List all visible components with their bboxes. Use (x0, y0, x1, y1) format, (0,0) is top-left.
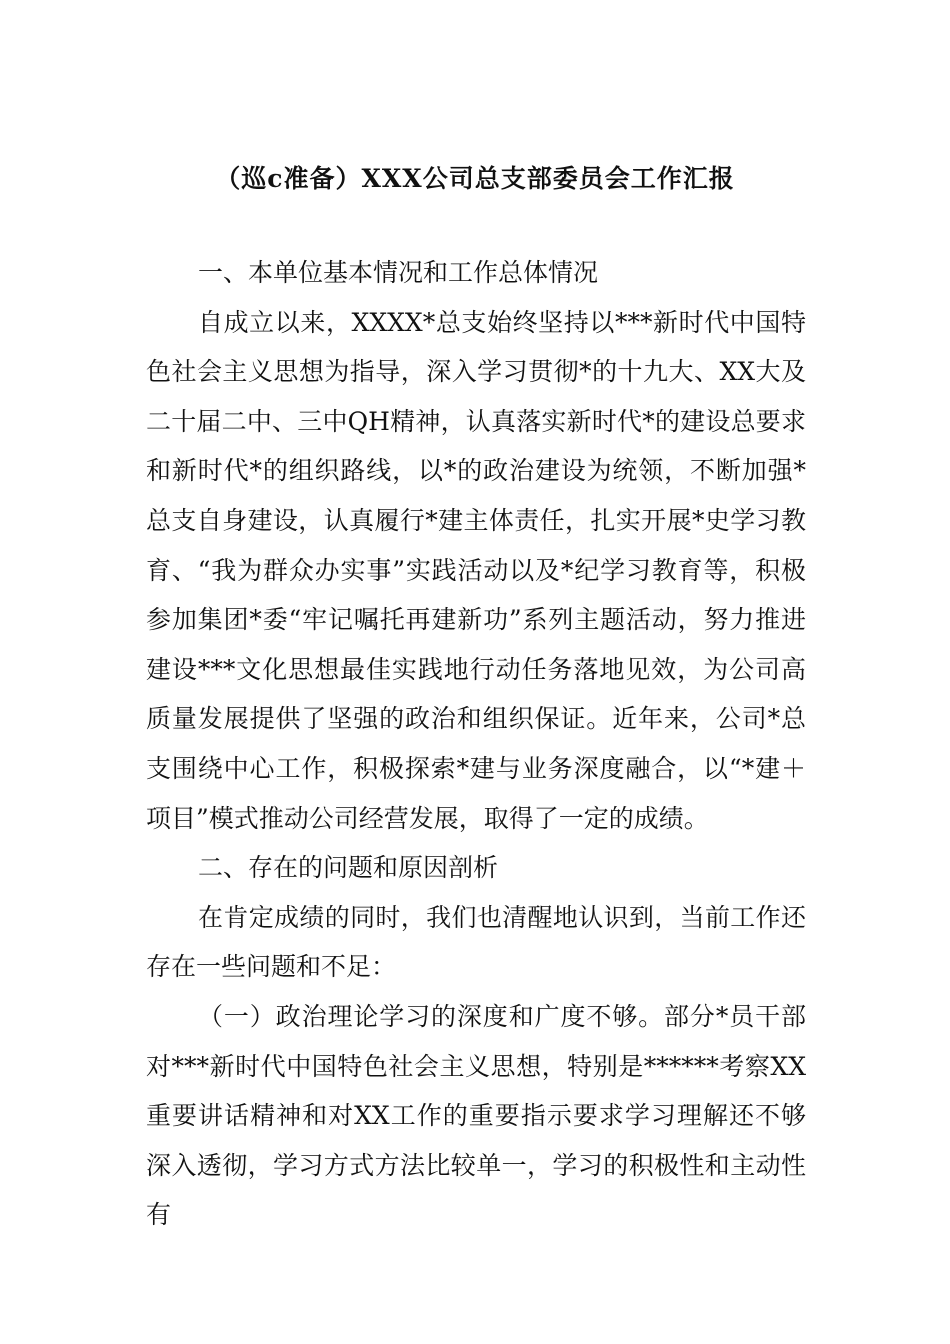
paragraph-problems-intro: 在肯定成绩的同时，我们也清醒地认识到，当前工作还存在一些问题和不足： (146, 902, 806, 982)
paragraph-problem-1: （一）政治理论学习的深度和广度不够。部分*员干部对***新时代中国特色社会主义思想，特别是******考察XX重要讲话精神和对XX工作的重要指示要求学习理解还不够深入透彻，学习方式方法比较单一，学习的积极性和主动性有 (146, 1001, 806, 1230)
document-body (146, 248, 806, 1240)
section-heading-2: 二、存在的问题和原因剖析 (198, 853, 499, 883)
document-title: （巡c准备）XXX公司总支部委员会工作汇报 (215, 164, 735, 193)
section-heading-1: 一、本单位基本情况和工作总体情况 (198, 258, 599, 287)
paragraph-basic-situation: 自成立以来，XXXX*总支始终坚持以***新时代中国特色社会主义思想为指导，深入学习贯彻*的十九大、XX大及二十届二中、三中QH精神，认真落实新时代*的建设总要求和新时代*的组织路线，以*的政治建设为统领，不断加强*总支自身建设，认真履行*建主体责任，扎实开展*史学习教育、“我为群众办实事”实践活动以及*纪学习教育等，积极参加集团*委“牢记嘱托再建新功”系列主题活动，努力推进建设***文化思想最佳实践地行动任务落地见效，为公司高质量发展提供了坚强的政治和组织保证。近年来，公司*总支围绕中心工作，积极探索*建与业务深度融合，以“*建＋项目”模式推动公司经营发展，取得了一定的成绩。 (146, 307, 806, 833)
